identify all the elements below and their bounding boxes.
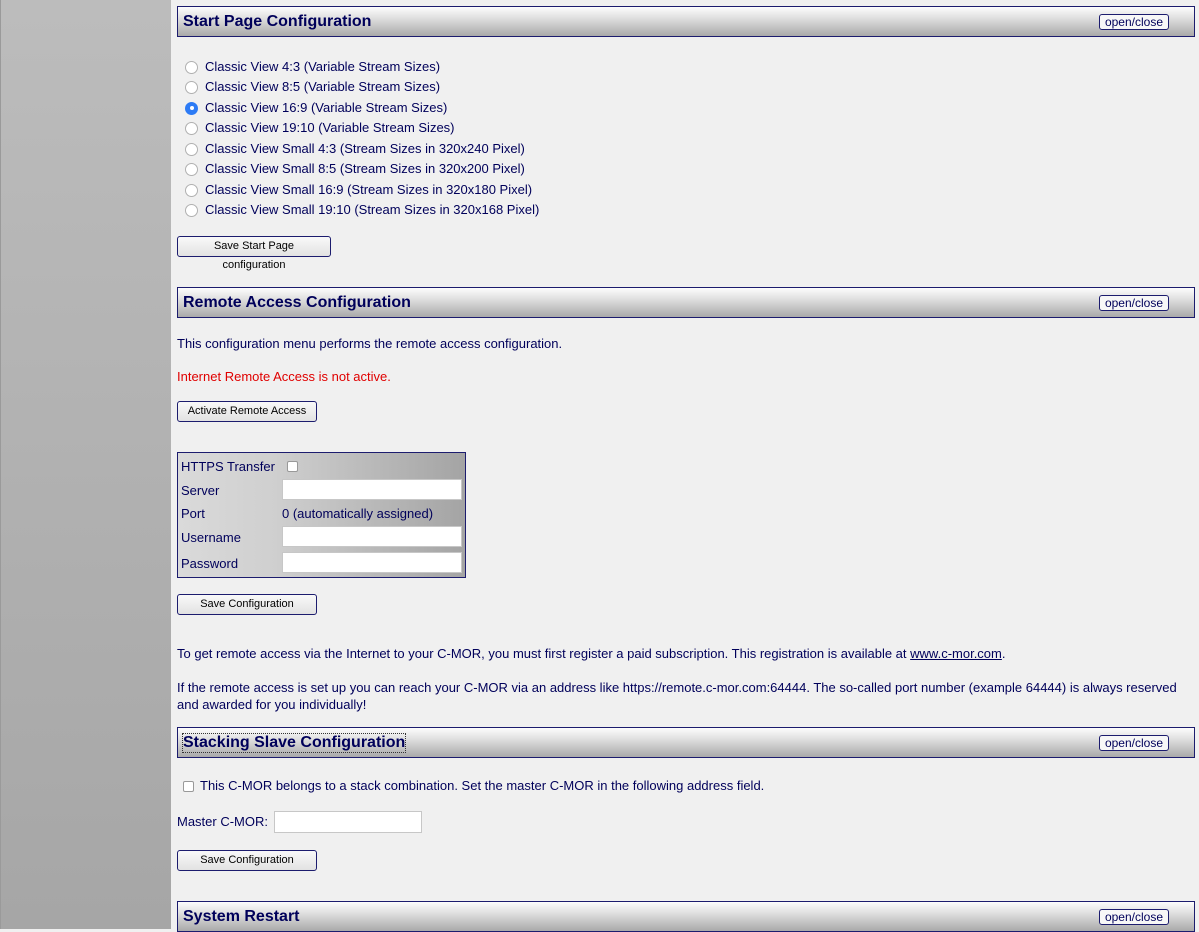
start-page-section-title: Start Page Configuration bbox=[183, 13, 372, 30]
remote-access-description: This configuration menu performs the remote access configuration. bbox=[177, 336, 563, 351]
save-stacking-button[interactable]: Save Configuration bbox=[177, 850, 317, 871]
option-label: Classic View 16:9 (Variable Stream Sizes) bbox=[205, 99, 448, 115]
info-text: To get remote access via the Internet to your C-MOR, you must first register a paid subscription. This registration is available at bbox=[177, 646, 911, 661]
stack-combination-checkbox[interactable] bbox=[183, 781, 194, 792]
port-value: 0 (automatically assigned) bbox=[282, 506, 434, 521]
username-label: Username bbox=[181, 530, 241, 545]
remote-access-section-title: Remote Access Configuration bbox=[183, 294, 411, 311]
left-sidebar bbox=[0, 0, 171, 929]
radio-button[interactable] bbox=[185, 61, 198, 74]
radio-button[interactable] bbox=[185, 204, 198, 217]
password-label: Password bbox=[181, 556, 239, 571]
option-label: Classic View Small 4:3 (Stream Sizes in 320x240 Pixel) bbox=[205, 140, 525, 156]
start-page-option-1[interactable] bbox=[185, 76, 440, 96]
remote-access-info-1 bbox=[177, 646, 1195, 661]
https-transfer-checkbox[interactable] bbox=[287, 461, 298, 472]
info-text-end: . bbox=[1001, 646, 1006, 661]
restart-section-header bbox=[177, 901, 1195, 932]
option-label: Classic View Small 19:10 (Stream Sizes in 320x168 Pixel) bbox=[205, 201, 540, 217]
restart-open-close-button[interactable]: open/close bbox=[1099, 909, 1169, 925]
stacking-open-close-button[interactable]: open/close bbox=[1099, 735, 1169, 751]
restart-section-title: System Restart bbox=[183, 908, 300, 925]
stack-combination-label: This C-MOR belongs to a stack combination. Set the master C-MOR in the following address field. bbox=[200, 778, 765, 793]
radio-button[interactable] bbox=[185, 184, 198, 197]
start-page-section-header bbox=[177, 6, 1195, 37]
remote-access-section-header bbox=[177, 287, 1195, 318]
port-label: Port bbox=[181, 506, 205, 521]
password-input[interactable] bbox=[282, 552, 462, 573]
radio-button[interactable] bbox=[185, 163, 198, 176]
radio-button-selected[interactable] bbox=[185, 102, 198, 115]
username-input[interactable] bbox=[282, 526, 462, 547]
remote-access-status: Internet Remote Access is not active. bbox=[177, 369, 391, 384]
radio-button[interactable] bbox=[185, 143, 198, 156]
start-page-open-close-button[interactable]: open/close bbox=[1099, 14, 1169, 30]
master-c-mor-label: Master C-MOR: bbox=[177, 814, 268, 829]
save-remote-access-button[interactable]: Save Configuration bbox=[177, 594, 317, 615]
start-page-option-6[interactable] bbox=[185, 179, 532, 199]
option-label: Classic View Small 8:5 (Stream Sizes in 320x200 Pixel) bbox=[205, 160, 525, 176]
option-label: Classic View Small 16:9 (Stream Sizes in 320x180 Pixel) bbox=[205, 181, 533, 197]
c-mor-website-link[interactable]: www.c-mor.com bbox=[910, 646, 1002, 661]
start-page-option-3[interactable] bbox=[185, 117, 455, 137]
option-label: Classic View 4:3 (Variable Stream Sizes) bbox=[205, 58, 441, 74]
stacking-section-header bbox=[177, 727, 1195, 758]
start-page-option-2[interactable] bbox=[185, 97, 447, 117]
server-input[interactable] bbox=[282, 479, 462, 500]
option-label: Classic View 19:10 (Variable Stream Sizes) bbox=[205, 119, 455, 135]
save-start-page-button[interactable]: Save Start Page configuration bbox=[177, 236, 331, 257]
https-transfer-label: HTTPS Transfer bbox=[181, 459, 275, 474]
radio-button[interactable] bbox=[185, 122, 198, 135]
start-page-option-4[interactable] bbox=[185, 138, 525, 158]
start-page-option-5[interactable] bbox=[185, 158, 525, 178]
option-label: Classic View 8:5 (Variable Stream Sizes) bbox=[205, 78, 441, 94]
activate-remote-access-button[interactable]: Activate Remote Access bbox=[177, 401, 317, 422]
start-page-option-0[interactable] bbox=[185, 56, 440, 76]
radio-button[interactable] bbox=[185, 81, 198, 94]
remote-access-form bbox=[177, 452, 466, 578]
remote-access-info-2: If the remote access is set up you can reach your C-MOR via an address like https://remote.c-mor.com:64444. The so-called port number (example 64444) is always reserved and awarded for you individually! bbox=[177, 680, 1177, 712]
start-page-option-7[interactable] bbox=[185, 199, 539, 219]
server-label: Server bbox=[181, 483, 220, 498]
master-c-mor-input[interactable] bbox=[274, 811, 422, 833]
stacking-section-title[interactable]: Stacking Slave Configuration bbox=[183, 734, 406, 751]
main-content bbox=[177, 0, 1195, 929]
remote-access-open-close-button[interactable]: open/close bbox=[1099, 295, 1169, 311]
